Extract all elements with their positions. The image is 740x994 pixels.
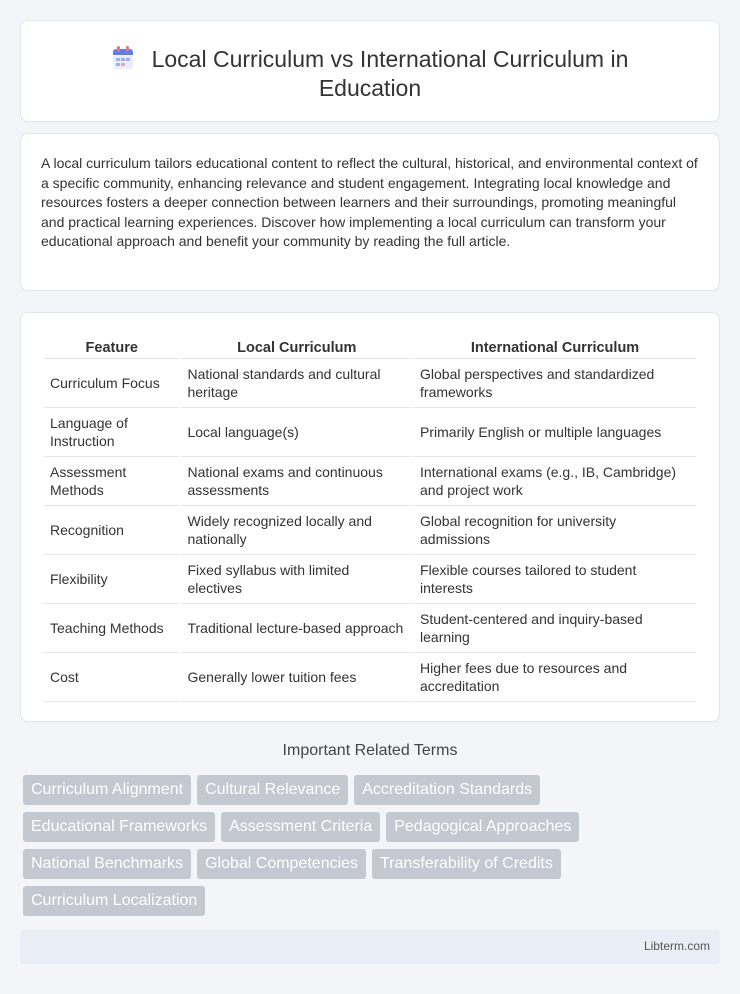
tag-assessment-criteria[interactable]: Assessment Criteria <box>221 812 380 842</box>
tag-national-benchmarks[interactable]: National Benchmarks <box>23 849 191 879</box>
tag-row <box>23 886 723 916</box>
tag-row <box>23 775 723 805</box>
header-feature: Feature <box>44 331 179 359</box>
tag-global-competencies[interactable]: Global Competencies <box>197 849 366 879</box>
table-row <box>44 408 696 457</box>
tag-cultural-relevance[interactable]: Cultural Relevance <box>197 775 348 805</box>
tag-curriculum-localization[interactable]: Curriculum Localization <box>23 886 205 916</box>
cell-international: Primarily English or multiple languages <box>414 408 696 457</box>
table-row <box>44 359 696 408</box>
cell-feature: Assessment Methods <box>44 457 179 506</box>
header-local: Local Curriculum <box>181 331 412 359</box>
cell-international: Flexible courses tailored to student interests <box>414 555 696 604</box>
cell-feature: Language of Instruction <box>44 408 179 457</box>
table-row <box>44 457 696 506</box>
tag-accreditation-standards[interactable]: Accreditation Standards <box>354 775 540 805</box>
cell-local: Local language(s) <box>181 408 412 457</box>
cell-local: National exams and continuous assessments <box>181 457 412 506</box>
cell-local: National standards and cultural heritage <box>181 359 412 408</box>
title-card <box>20 20 720 122</box>
cell-international: Global perspectives and standardized frameworks <box>414 359 696 408</box>
title-line-2: Education <box>318 75 422 101</box>
footer <box>20 930 720 964</box>
tag-row <box>23 812 723 842</box>
tag-curriculum-alignment[interactable]: Curriculum Alignment <box>23 775 191 805</box>
cell-feature: Recognition <box>44 506 179 555</box>
cell-feature: Flexibility <box>44 555 179 604</box>
header-international: International Curriculum <box>414 331 696 359</box>
page-title <box>21 45 719 103</box>
cell-international: Student-centered and inquiry-based learning <box>414 604 696 653</box>
cell-feature: Cost <box>44 653 179 702</box>
intro-card <box>20 133 720 291</box>
table-row <box>44 653 696 702</box>
cell-feature: Teaching Methods <box>44 604 179 653</box>
tag-pedagogical-approaches[interactable]: Pedagogical Approaches <box>386 812 579 842</box>
table-row <box>44 506 696 555</box>
tag-educational-frameworks[interactable]: Educational Frameworks <box>23 812 215 842</box>
table-row <box>44 555 696 604</box>
cell-local: Fixed syllabus with limited electives <box>181 555 412 604</box>
cell-local: Widely recognized locally and nationally <box>181 506 412 555</box>
calendar-icon <box>112 46 134 70</box>
comparison-table <box>42 331 698 702</box>
table-header-row <box>44 331 696 359</box>
table-row <box>44 604 696 653</box>
cell-local: Traditional lecture-based approach <box>181 604 412 653</box>
tag-transferability-of-credits[interactable]: Transferability of Credits <box>372 849 561 879</box>
related-terms-title: Important Related Terms <box>282 742 458 759</box>
cell-local: Generally lower tuition fees <box>181 653 412 702</box>
tag-row <box>23 849 723 879</box>
footer-brand[interactable]: Libterm.com <box>643 939 710 953</box>
cell-international: Higher fees due to resources and accreditation <box>414 653 696 702</box>
intro-text: A local curriculum tailors educational content to reflect the cultural, historical, and environmental context of a specific community, enhancing relevance and student engagement. Integrating local knowledge and resources fosters a deeper connection between learners and their surroundings, promoting meaningful and practical learning experiences. Discover how implementing a local curriculum can transform your educational approach and benefit your community by reading the full article. <box>41 155 698 250</box>
related-terms-tags <box>23 775 723 923</box>
cell-international: Global recognition for university admissions <box>414 506 696 555</box>
comparison-table-card <box>20 312 720 722</box>
cell-feature: Curriculum Focus <box>44 359 179 408</box>
title-line-1: Local Curriculum vs International Curriculum in <box>151 46 629 72</box>
cell-international: International exams (e.g., IB, Cambridge) and project work <box>414 457 696 506</box>
